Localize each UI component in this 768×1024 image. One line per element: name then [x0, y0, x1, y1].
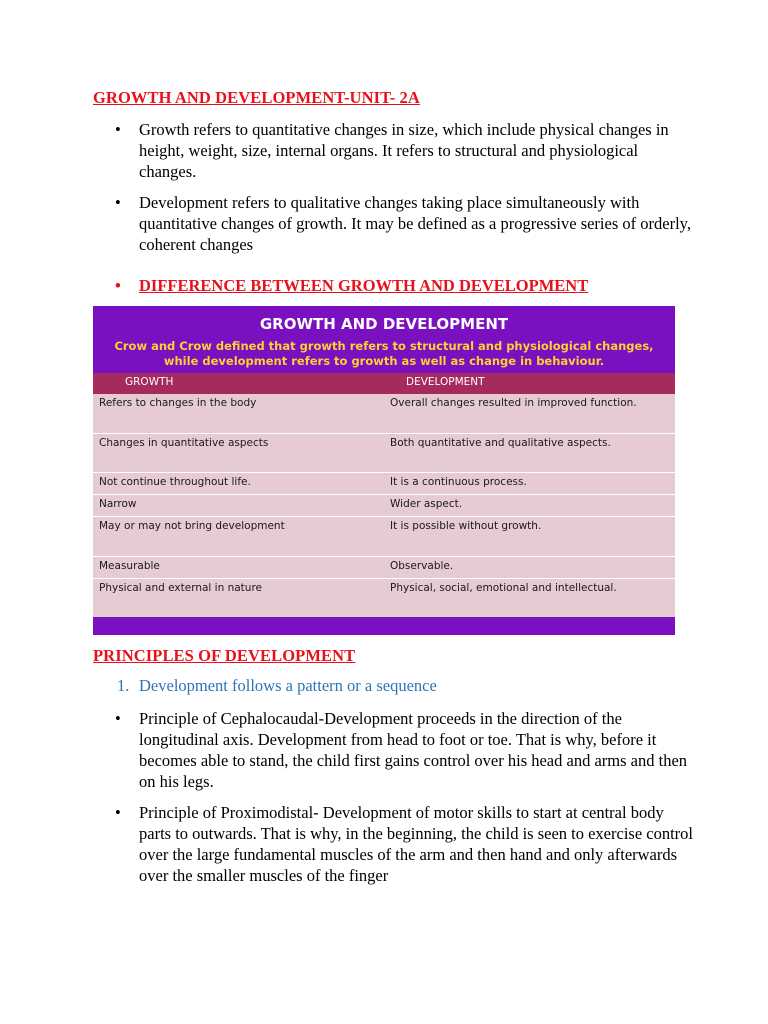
infographic-subtitle: Crow and Crow defined that growth refers to structural and physiological changes, while development refers to growth as well as change in behaviour.	[114, 339, 654, 368]
growth-development-infographic	[93, 306, 675, 635]
table-row: Measurable Observable.	[93, 557, 675, 579]
list-item: • Growth refers to quantitative changes in size, which include physical changes in height, weight, size, internal organs. It refers to structural and physiological changes.	[93, 119, 693, 182]
unit-heading: GROWTH AND DEVELOPMENT-UNIT- 2A	[93, 88, 420, 107]
infographic-column-headers	[93, 373, 675, 394]
infographic-title: GROWTH AND DEVELOPMENT	[259, 315, 509, 333]
infographic-banner	[93, 306, 675, 373]
table-row: Not continue throughout life. It is a continuous process.	[93, 473, 675, 495]
principle-bullet-list	[93, 708, 693, 886]
table-row: Refers to changes in the body Overall changes resulted in improved function.	[93, 394, 675, 434]
table-row: Physical and external in nature Physical, social, emotional and intellectual.	[93, 579, 675, 617]
bullet-icon: •	[115, 276, 121, 295]
list-item: • Principle of Cephalocaudal-Development proceeds in the direction of the longitudinal axis. Development from head to foot or toe. That is why, before it becomes able to stand, the child first gains control over his head and arms and then on his legs.	[93, 708, 693, 792]
intro-bullet-list	[93, 119, 693, 255]
table-row: Narrow Wider aspect.	[93, 495, 675, 517]
document-page: GROWTH AND DEVELOPMENT-UNIT- 2A • Growth refers to quantitative changes in size, which include physical changes in height, weight, size, internal organs. It refers to structural and physiological changes. • Development refers to qualitative changes taking place simultaneously with quantitative changes of growth. It may be defined as a progressive series of orderly, coherent changes • DIFFERENCE BETWEEN GROWTH AND DEVELOPMENT GROWTH AND DEVELOPMENT Crow and Crow defined that growth refers to structural and physiological changes, while development refers to growth as well as change in behaviour. GROWTH DEVELOPMENT Refers to changes in the body Overall changes resulted in improved function. Changes in quantitative aspects Both quantitative and qualitative aspects. Not continue throughout life. It is a continuous process. Narrow Wider aspect. May or may not bring development It is possible without growth. Measurable Observable. Physical and external in nature Physical, social, emotional and intellectual. PRINCIPLES OF DEVELOPMENT 1. Development follows a pattern or a sequence • Principle of Cephalocaudal-Development proceeds in the direction of the longitudinal axis. Development from head to foot or toe. That is why, before it becomes able to stand, the child first gains control over his head and arms and then on his legs. • Principle of Proximodistal- Development of motor skills to start at central body parts to outwards. That is why, in the beginning, the child is seen to exercise control over the large fundamental muscles of the arm and then hand and only afterwards over the smaller muscles of the finger	[0, 0, 768, 1024]
column-header-growth: GROWTH	[125, 376, 174, 388]
principles-heading: PRINCIPLES OF DEVELOPMENT	[93, 646, 356, 665]
infographic-footer-bar	[93, 617, 675, 635]
list-item: • Development refers to qualitative changes taking place simultaneously with quantitative changes of growth. It may be defined as a progressive series of orderly, coherent changes	[93, 192, 693, 255]
list-item: • Principle of Proximodistal- Development of motor skills to start at central body parts to outwards. That is why, in the beginning, the child is seen to exercise control over the large fundamental muscles of the arm and then hand and only afterwards over the smaller muscles of the finger	[93, 802, 693, 886]
table-row: Changes in quantitative aspects Both quantitative and qualitative aspects.	[93, 434, 675, 473]
table-row: May or may not bring development It is possible without growth.	[93, 517, 675, 557]
column-header-development: DEVELOPMENT	[406, 376, 485, 388]
